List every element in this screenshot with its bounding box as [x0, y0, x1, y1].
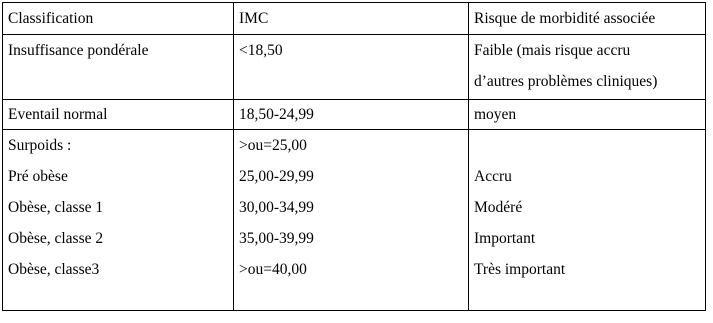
header-risque: Risque de morbidité associée: [469, 3, 706, 35]
cell-line: >ou=40,00: [239, 261, 307, 278]
cell-risque: [469, 130, 706, 311]
cell-line: <18,50: [239, 42, 283, 59]
cell-line: Obèse, classe 1: [8, 199, 104, 216]
cell-line: Important: [474, 230, 536, 247]
table-header-row: [3, 3, 706, 35]
cell-classification: [3, 35, 234, 100]
cell-imc: [234, 35, 469, 100]
cell-line: Accru: [474, 168, 512, 185]
cell-classification: [3, 100, 234, 130]
cell-imc: [234, 130, 469, 311]
cell-line: moyen: [474, 106, 517, 123]
cell-classification: [3, 130, 234, 311]
cell-line: Modéré: [474, 199, 523, 216]
cell-line: >ou=25,00: [239, 137, 307, 154]
cell-line: Eventail normal: [8, 106, 108, 123]
cell-line: 30,00-34,99: [239, 199, 314, 216]
cell-line: Très important: [474, 261, 566, 278]
cell-line: Faible (mais risque accru: [474, 42, 631, 59]
header-classification: Classification: [3, 3, 234, 35]
cell-line: 18,50-24,99: [239, 106, 314, 123]
table-row: [3, 35, 706, 100]
table-row: [3, 130, 706, 311]
cell-risque: [469, 100, 706, 130]
bmi-classification-table: [2, 2, 706, 311]
cell-line: Obèse, classe3: [8, 261, 100, 278]
cell-line: 35,00-39,99: [239, 230, 314, 247]
cell-line: Surpoids :: [8, 137, 72, 154]
table-row: [3, 100, 706, 130]
cell-line: 25,00-29,99: [239, 168, 314, 185]
cell-line: Pré obèse: [8, 168, 68, 185]
cell-line: [474, 130, 705, 161]
header-imc: IMC: [234, 3, 469, 35]
cell-line: Obèse, classe 2: [8, 230, 104, 247]
cell-line: Insuffisance pondérale: [8, 42, 149, 59]
cell-imc: [234, 100, 469, 130]
cell-risque: [469, 35, 706, 100]
cell-line: d’autres problèmes cliniques): [474, 73, 658, 90]
